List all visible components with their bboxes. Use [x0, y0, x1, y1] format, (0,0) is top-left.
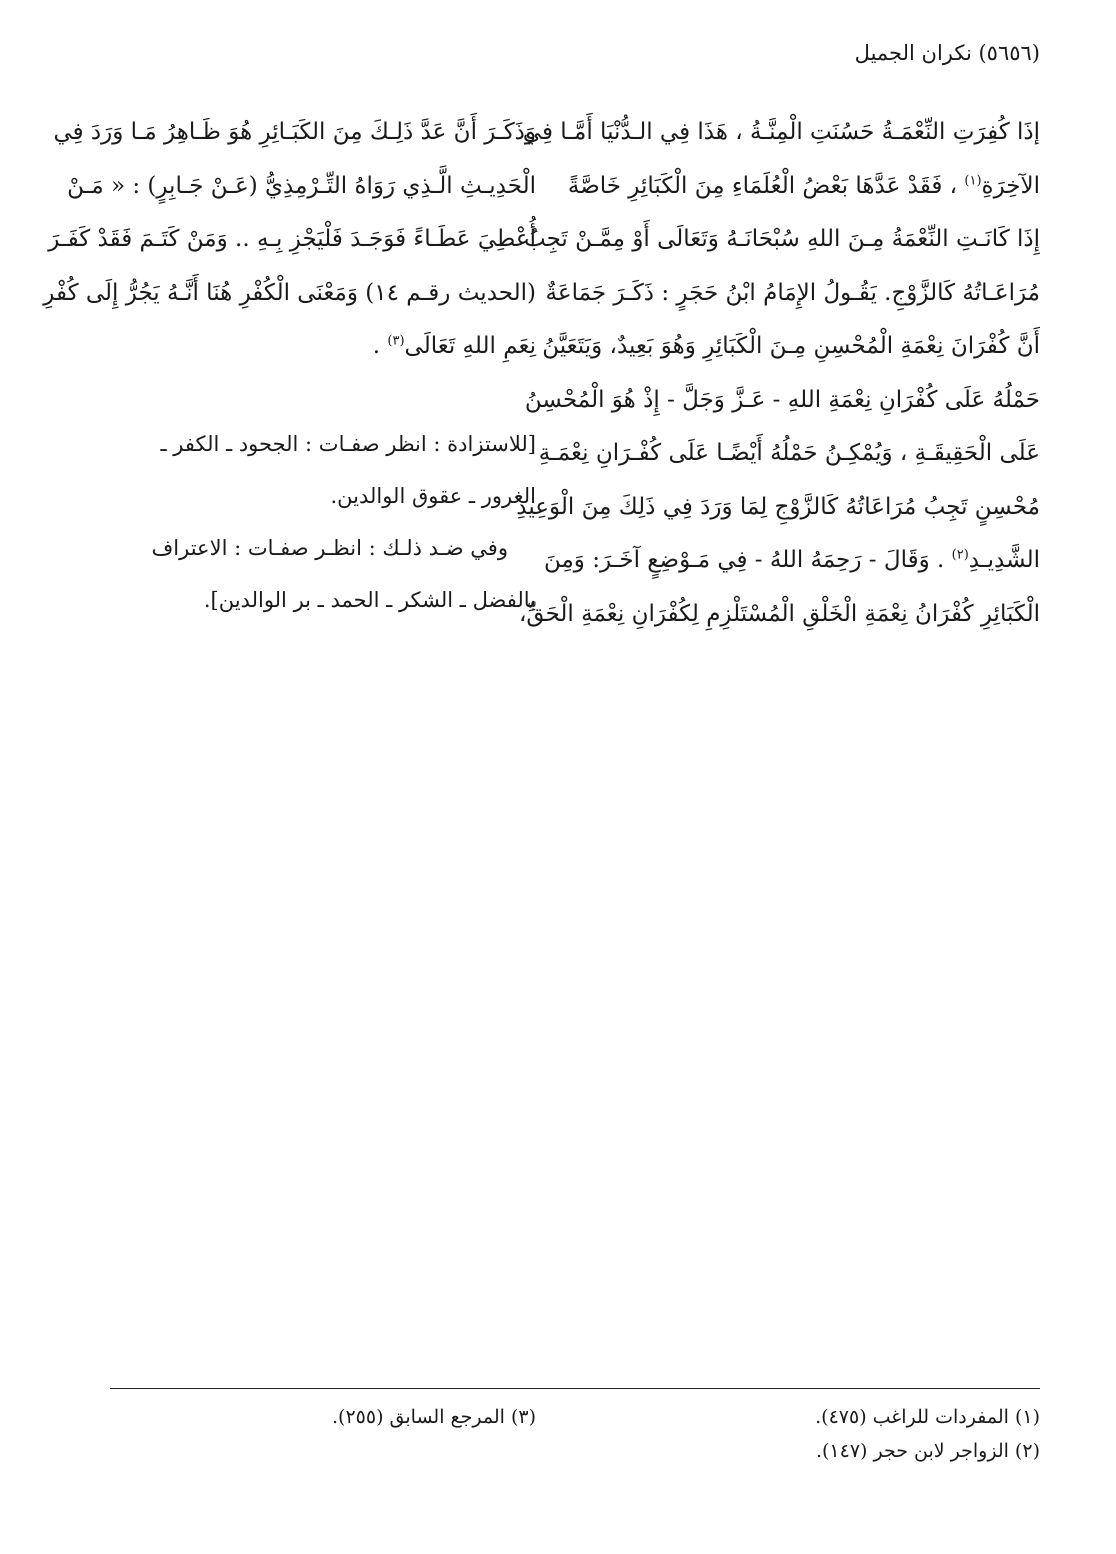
- text-line: وفي ضـد ذلـك : انظـر صفـات : الاعتراف: [151, 535, 508, 560]
- contrast-note: [104, 522, 536, 626]
- text-line: نِعَمِ اللهِ تَعَالَى$^{(٣)}$ .: [372, 333, 536, 359]
- text-line: [543, 534, 1040, 588]
- footnote-3: (٣) المرجع السابق (٢٥٥).: [332, 1406, 536, 1428]
- text-line: عَلَى الْحَقِيقَـةِ ، وَيُمْكِـنُ حَمْلُهُ أَيْضًـا عَلَى كُفْـرَانِ نِعْمَـةِ: [538, 440, 1040, 466]
- text-line: [للاستزادة : انظر صفـات : الجحود ـ الكفر ـ: [160, 431, 536, 456]
- right-column: [516, 106, 1040, 641]
- left-column: [43, 106, 536, 626]
- continuation-paragraph: [43, 106, 536, 374]
- text-line: أَنَّ كُفْرَانَ نِعْمَةِ الْمُحْسِنِ مِـنَ الْكَبَائِرِ وَهُوَ بَعِيدٌ، وَيَتَعَيَّنُ: [542, 333, 1040, 359]
- see-also-note: [104, 418, 536, 522]
- spacer: [104, 374, 536, 418]
- footnote-2: (٢) الزواجر لابن حجر (١٤٧).: [815, 1440, 1040, 1462]
- text-line: [567, 160, 1040, 214]
- text-line: بالفضل ـ الشكر ـ الحمد ـ بر الوالدين].: [203, 587, 536, 612]
- text-line: وَذَكَـرَ أَنَّ عَدَّ ذَلِـكَ مِنَ الكَبَـائِرِ هُوَ ظَـاهِرُ مَـا وَرَدَ فِي: [53, 119, 536, 145]
- text-fragment: الآخِرَةِ: [981, 172, 1040, 199]
- footnote-marker-1[interactable]: (١): [964, 172, 982, 188]
- text-line: الْكَبَائِرِ كُفْرَانُ نِعْمَةِ الْخَلْقِ الْمُسْتَلْزِمِ لِكُفْرَانِ نِعْمَةِ الْحَقِّ،: [518, 600, 1040, 627]
- text-line: مُحْسِنٍ تَجِبُ مُرَاعَاتُهُ كَالزَّوْجِ لِمَا وَرَدَ فِي ذَلِكَ مِنَ الْوَعِيدِ: [516, 493, 1040, 520]
- text-fragment: الشَّدِيـدِ: [968, 547, 1040, 573]
- text-line: حَمْلُهُ عَلَى كُفْرَانِ نِعْمَةِ اللهِ - عَـزَّ وَجَلَّ - إِذْ هُوَ الْمُحْسِنُ: [524, 386, 1040, 413]
- footnotes-right: [600, 1400, 1040, 1468]
- footnote-1: (١) المفردات للراغب (٤٧٥).: [815, 1406, 1040, 1428]
- footnote-divider: [110, 1388, 1040, 1389]
- text-line: الْحَدِيـثِ الَّـذِي رَوَاهُ التِّـرْمِذِيُّ (عَـنْ جَـابِرٍ) : « مَـنْ: [67, 172, 536, 199]
- text-line: إذَا كُفِرَتِ النِّعْمَـةُ حَسُنَتِ الْمِنَّـةُ ، هَذَا فِي الـدُّنْيَا أَمَّـا فِي: [522, 119, 1040, 145]
- text-line: (الحديث رقـم ١٤) وَمَعْنَى الْكُفْرِ هُنَا أَنَّـهُ يَجُرُّ إِلَى كُفْرِ: [43, 279, 536, 306]
- text-line: أُعْطِيَ عَطَـاءً فَوَجَـدَ فَلْيَجْزِ بِـهِ .. وَمَنْ كَتَـمَ فَقَدْ كَفَـرَ: [48, 226, 536, 252]
- footnote-marker-3[interactable]: (٣): [387, 333, 405, 349]
- footnotes-left: [106, 1400, 536, 1434]
- text-fragment: . وَقَالَ - رَحِمَهُ اللهُ - فِي مَـوْضِعٍ آخَـرَ: وَمِنَ: [543, 547, 945, 573]
- running-title: (٥٦٥٦) نكران الجميل: [854, 41, 1040, 65]
- footnote-marker-2[interactable]: (٢): [951, 547, 969, 563]
- text-fragment: ، فَقَدْ عَدَّهَا بَعْضُ الْعُلَمَاءِ مِنَ الْكَبَائِرِ خَاصَّةً: [567, 172, 958, 199]
- text-fragment: نِعَمِ اللهِ تَعَالَى: [404, 333, 536, 359]
- text-line: الغرور ـ عقوق الوالدين.: [330, 483, 536, 508]
- running-header: [855, 38, 1040, 68]
- text-line: إِذَا كَانَـتِ النِّعْمَةُ مِـنَ اللهِ سُبْحَانَـهُ وَتَعَالَى أَوْ مِمَّـنْ تَجِبُ: [524, 226, 1040, 252]
- main-paragraph: [516, 106, 1040, 641]
- text-line: مُرَاعَـاتُهُ كَالزَّوْجِ. يَقُـولُ الإِمَامُ ابْنُ حَجَرٍ : ذَكَـرَ جَمَاعَةٌ: [545, 279, 1040, 306]
